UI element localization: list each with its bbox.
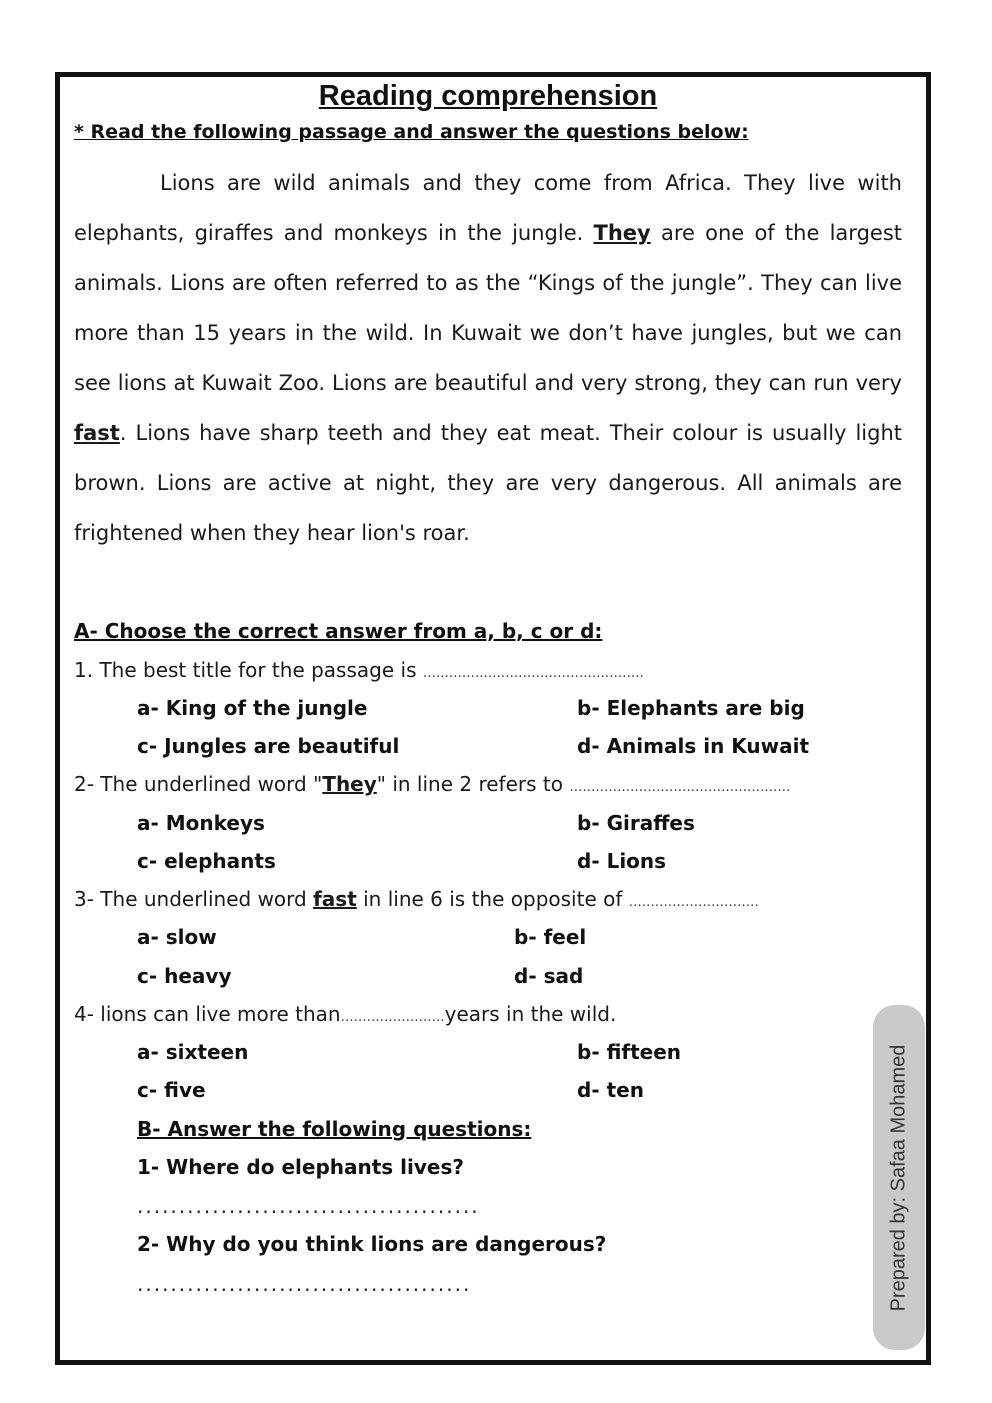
instruction: * Read the following passage and answer the questions below: [74, 121, 749, 143]
passage-part-3: . Lions have sharp teeth and they eat meat. Their colour is usually light brown. Lions are active at night, they are very dangerous. All animals are frightened when they hear lion's roar. [74, 421, 902, 545]
answer-blank[interactable]: …………………… [340, 1010, 445, 1025]
question-4: 4- lions can live more than……………………years in the wild. [74, 1002, 617, 1026]
underlined-fast: fast [74, 421, 120, 445]
passage-part-2: are one of the largest animals. Lions are often referred to as the “Kings of the jungle”. They can live more than 15 years in the wild. In Kuwait we don’t have jungles, but we can see lions at Kuwait Zoo. Lions are beautiful and very strong, they can run very [74, 221, 902, 395]
q2-option-b[interactable]: b- Giraffes [577, 811, 695, 835]
author-credit-text: Prepared by: Safaa Mohamed [887, 1044, 910, 1311]
q4-option-d[interactable]: d- ten [577, 1078, 644, 1102]
section-b-heading: B- Answer the following questions: [137, 1117, 532, 1141]
q2-option-c[interactable]: c- elephants [137, 849, 276, 873]
section-b-question-1: 1- Where do elephants lives? [137, 1155, 464, 1179]
reading-passage [74, 158, 902, 558]
answer-line-1[interactable]: ......................................... [137, 1194, 480, 1218]
underlined-they: They [593, 221, 651, 245]
question-2: 2- The underlined word "They" in line 2 refers to …………………………………………… [74, 772, 791, 796]
q3-option-d[interactable]: d- sad [514, 964, 584, 988]
q1-option-a[interactable]: a- King of the jungle [137, 696, 368, 720]
q1-option-d[interactable]: d- Animals in Kuwait [577, 734, 810, 758]
q1-option-b[interactable]: b- Elephants are big [577, 696, 805, 720]
q3-option-c[interactable]: c- heavy [137, 964, 232, 988]
q2-option-d[interactable]: d- Lions [577, 849, 667, 873]
q4-option-b[interactable]: b- fifteen [577, 1040, 682, 1064]
author-credit [873, 1005, 925, 1350]
section-a-heading: A- Choose the correct answer from a, b, c or d: [74, 619, 603, 643]
q3-option-a[interactable]: a- slow [137, 925, 217, 949]
question-3: 3- The underlined word fast in line 6 is the opposite of ………………………… [74, 887, 759, 911]
passage-part-1: Lions are wild animals and they come from Africa. They live with elephants, giraffes and monkeys in the jungle. [74, 171, 902, 245]
section-b-question-2: 2- Why do you think lions are dangerous? [137, 1232, 607, 1256]
answer-line-2[interactable]: ........................................ [137, 1272, 472, 1296]
q4-option-a[interactable]: a- sixteen [137, 1040, 249, 1064]
q1-option-c[interactable]: c- Jungles are beautiful [137, 734, 400, 758]
answer-blank[interactable]: …………………………………………… [422, 666, 644, 681]
page-title: Reading comprehension [318, 80, 658, 112]
answer-blank[interactable]: …………………………………………… [569, 780, 791, 795]
underlined-word: They [322, 772, 377, 796]
q3-option-b[interactable]: b- feel [514, 925, 587, 949]
underlined-word: fast [313, 887, 357, 911]
q2-option-a[interactable]: a- Monkeys [137, 811, 265, 835]
answer-blank[interactable]: ………………………… [628, 895, 759, 910]
q4-option-c[interactable]: c- five [137, 1078, 206, 1102]
question-1: 1. The best title for the passage is …………………………………………… [74, 658, 644, 682]
